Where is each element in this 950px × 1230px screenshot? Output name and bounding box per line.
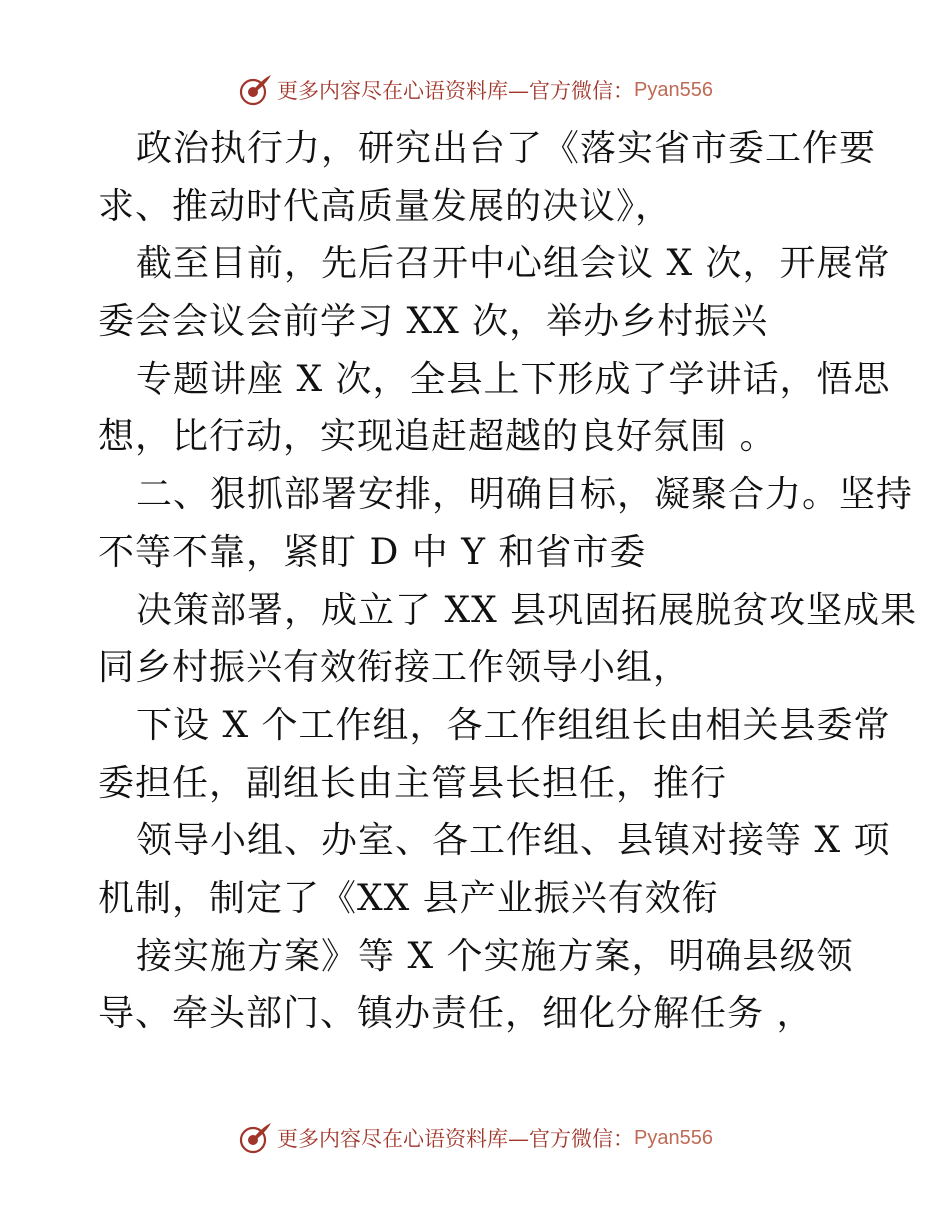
wechat-id: Pyan556 xyxy=(634,1126,713,1149)
body-line: 政治执行力，研究出台了《落实省市委工作要 xyxy=(136,128,877,169)
body-line: 想，比行动，实现追赶超越的良好氛围 。 xyxy=(98,416,777,458)
body-line: 不等不靠，紧盯 D 中 Y 和省市委 xyxy=(98,531,647,573)
body-line: 同乡村振兴有效衔接工作领导小组， xyxy=(98,647,691,689)
body-line: 下设 X 个工作组，各工作组组长由相关县委常 xyxy=(136,704,891,746)
body-line: 委担任，副组长由主管县长担任，推行 xyxy=(98,762,728,804)
watermark-text: 更多内容尽在心语资料库—官方微信： xyxy=(277,1127,635,1151)
feather-quill-logo-icon xyxy=(237,72,273,108)
body-line: 专题讲座 X 次，全县上下形成了学讲话，悟思 xyxy=(136,358,891,400)
footer-watermark xyxy=(0,1118,950,1158)
wechat-id: Pyan556 xyxy=(634,78,713,101)
body-line: 接实施方案》等 X 个实施方案，明确县级领 xyxy=(136,935,854,977)
watermark-text: 更多内容尽在心语资料库—官方微信： xyxy=(277,79,635,103)
header-watermark xyxy=(0,70,950,110)
body-line: 截至目前，先后召开中心组会议 X 次，开展常 xyxy=(136,243,891,285)
body-line: 决策部署，成立了 XX 县巩固拓展脱贫攻坚成果 xyxy=(136,589,918,631)
body-line: 委会会议会前学习 XX 次，举办乡村振兴 xyxy=(98,301,769,343)
body-line: 求、推动时代高质量发展的决议》， xyxy=(98,185,673,227)
document-body xyxy=(98,120,918,1043)
body-line: 二、狠抓部署安排，明确目标，凝聚合力。坚持 xyxy=(136,474,914,516)
body-line: 导、牵头部门、镇办责任，细化分解任务 ， xyxy=(98,993,814,1035)
body-line: 领导小组、办室、各工作组、县镇对接等 X 项 xyxy=(136,820,891,862)
feather-quill-logo-icon xyxy=(237,1120,273,1156)
body-line: 机制，制定了《XX 县产业振兴有效衔 xyxy=(98,877,719,919)
